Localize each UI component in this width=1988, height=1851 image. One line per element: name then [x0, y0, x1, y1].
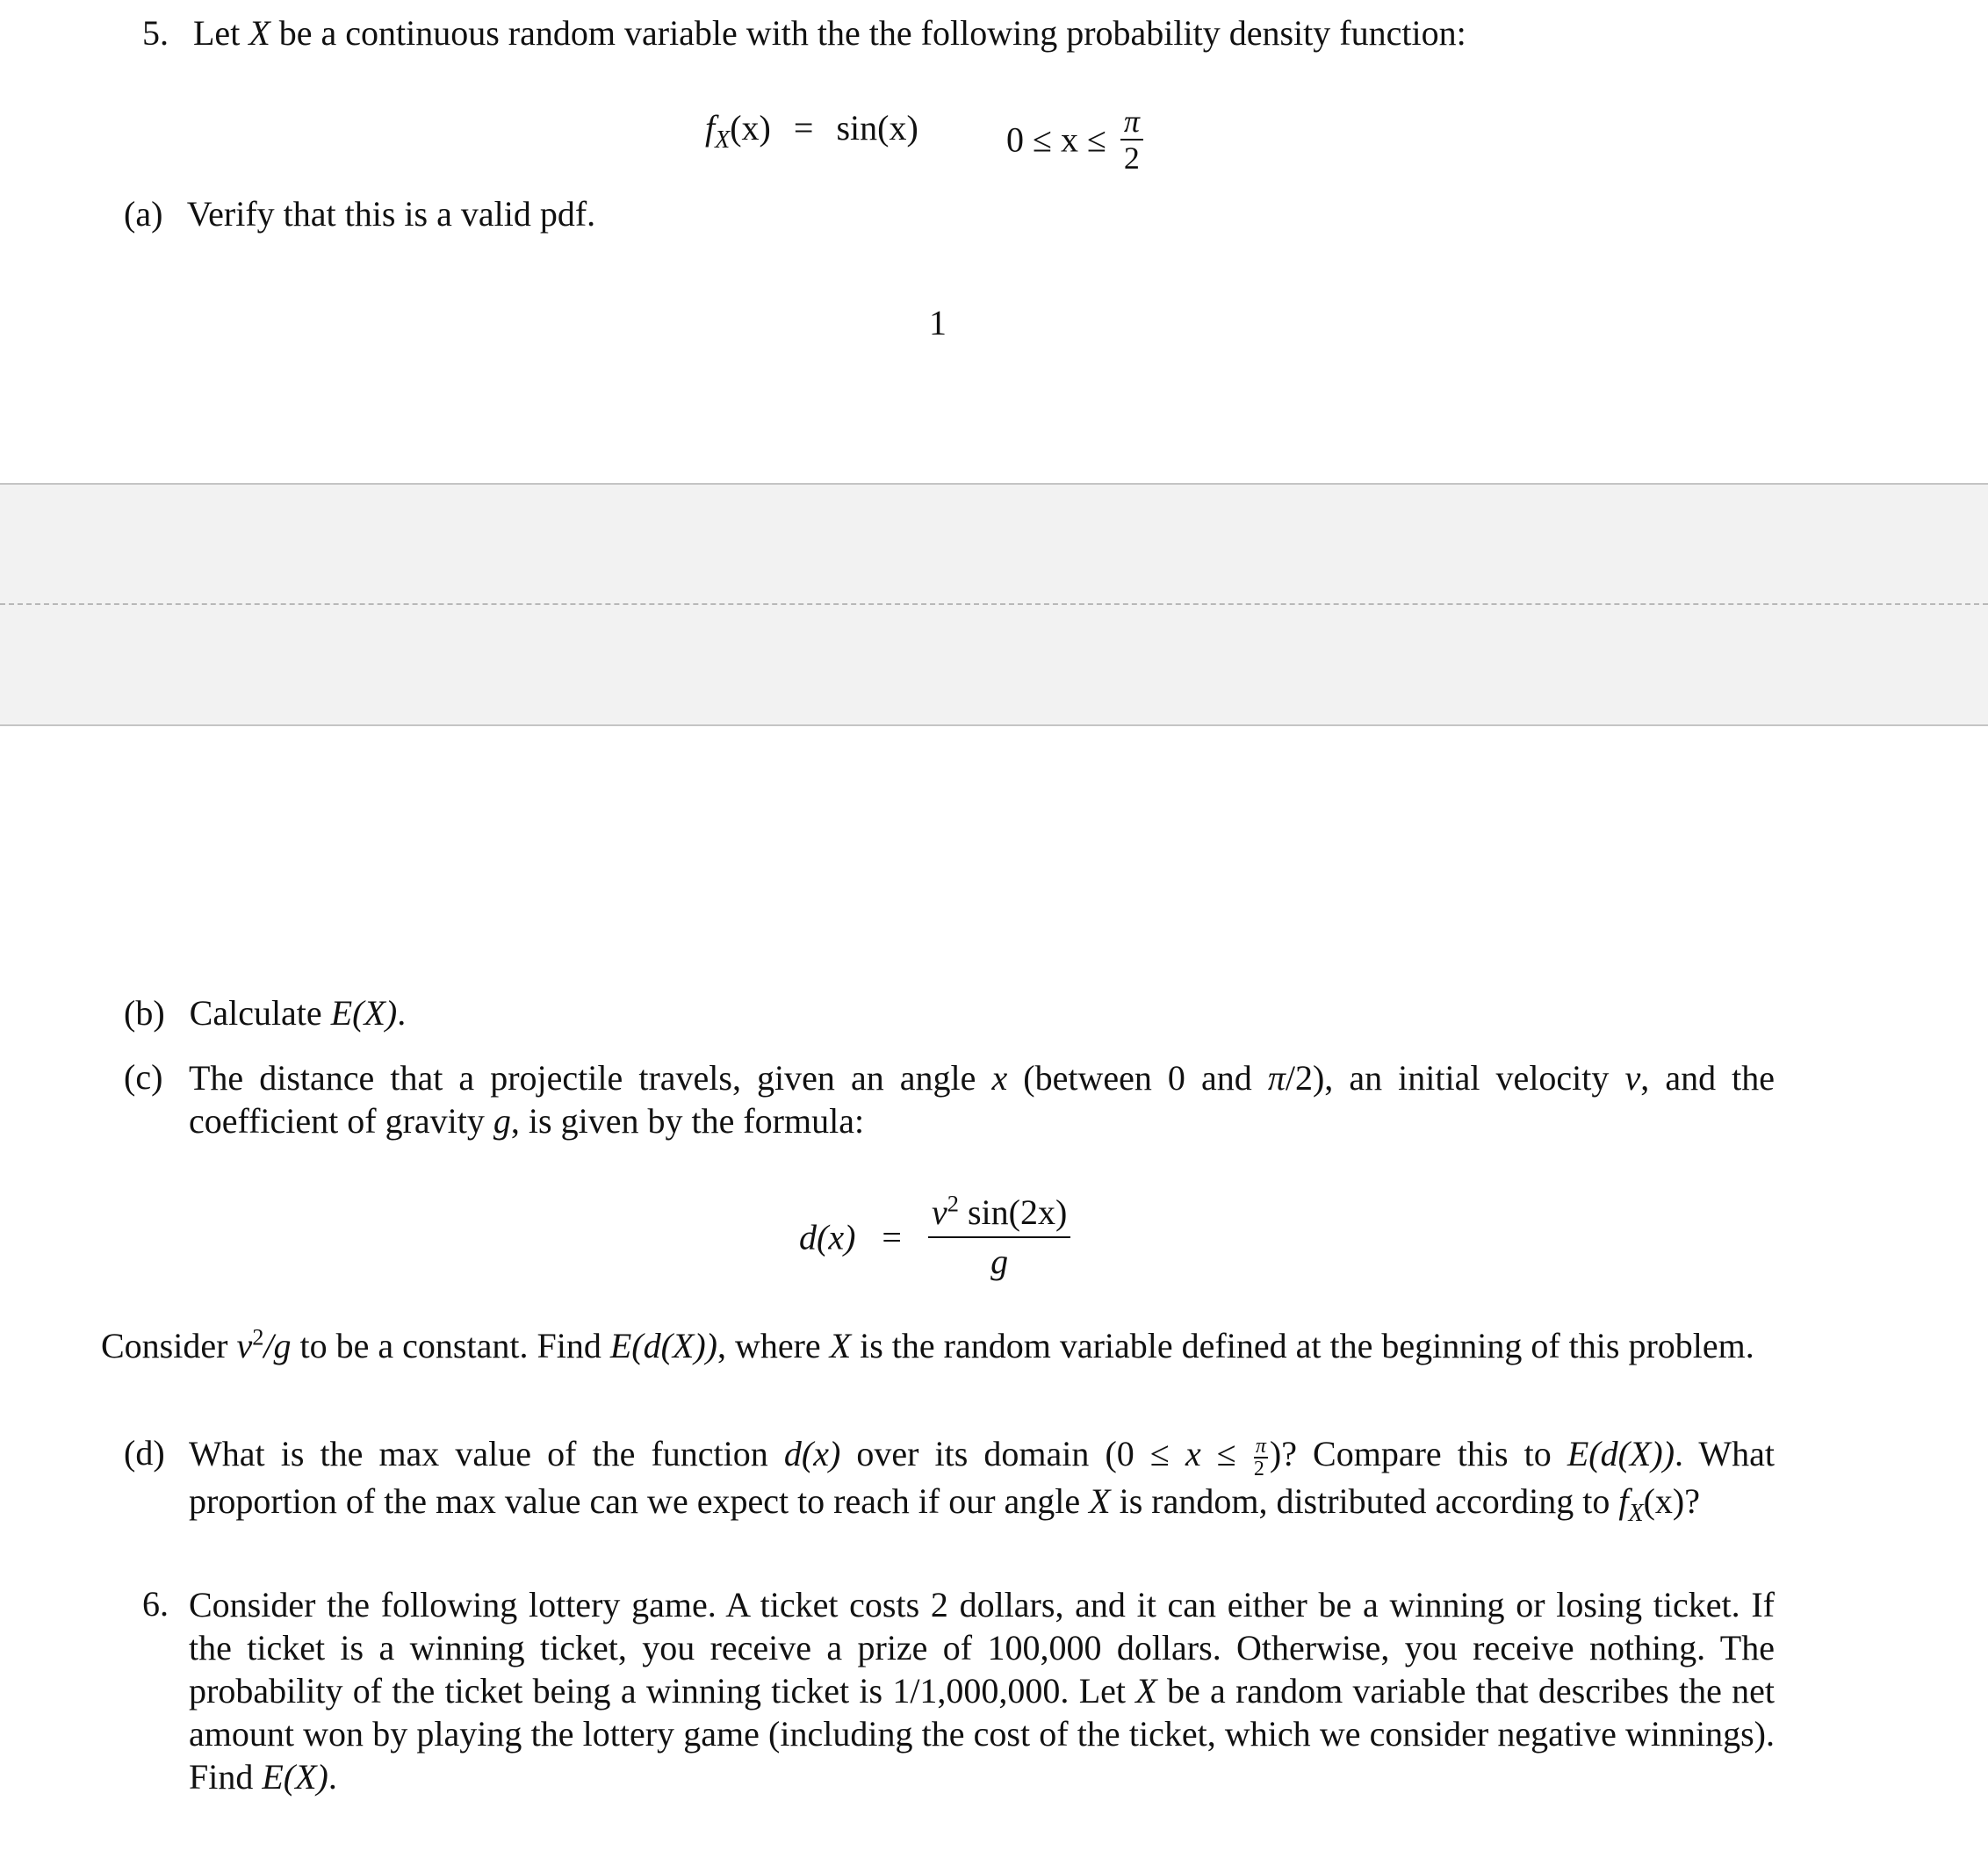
consider-paragraph: [101, 1324, 1775, 1367]
formula-num-exp: 2: [947, 1190, 959, 1217]
part-d-t7: ?: [1684, 1480, 1700, 1521]
pdf-domain-den: 2: [1123, 140, 1140, 176]
consider-t4: is the random variable defined at the beginning of this problem.: [851, 1326, 1754, 1365]
part-d-sub: X: [1628, 1499, 1644, 1527]
part-b-label: (b): [124, 993, 165, 1033]
formula-lhs: d(x): [799, 1217, 856, 1257]
problem-6-t1: Consider the following lottery game. A ticket costs 2 dollars, and it can either be a winning or losing ticket. If the ticket is a winning ticket, you receive a prize of 100,000 dollars. Otherwise, you receive nothing. The probability of the ticket being a winning ticket is 1/1,000,000. Let: [189, 1585, 1775, 1711]
problem-6-t2: be a random variable that describes the net amount won by playing the lottery game (including the cost of the ticket, which we consider negative winnings). Find: [189, 1671, 1775, 1797]
problem-6-text: [189, 1583, 1775, 1798]
part-d-t2: over its domain (0 ≤: [840, 1434, 1185, 1473]
part-a: [124, 193, 595, 234]
pdf-f: f: [705, 108, 716, 148]
part-d-t4: )? Compare this to: [1269, 1434, 1567, 1473]
part-c-t5: , is given by the formula:: [510, 1101, 865, 1141]
part-c-text: [189, 1056, 1775, 1142]
pdf-equals: =: [793, 108, 814, 148]
part-d-dx: d(x): [783, 1434, 841, 1473]
pdf-domain-fraction: [1120, 104, 1143, 176]
pdf-sub-x: X: [715, 126, 731, 154]
problem-5-intro: [142, 12, 1466, 54]
part-d-x: x: [1185, 1434, 1201, 1473]
problem-6-number: 6.: [142, 1584, 169, 1624]
problem-6-t3: .: [328, 1757, 337, 1797]
part-d-X: X: [1089, 1480, 1111, 1521]
part-d-f: f: [1618, 1480, 1629, 1521]
part-a-label: (a): [124, 194, 163, 234]
formula-denominator: g: [990, 1242, 1009, 1281]
part-d-t3: ≤: [1200, 1434, 1252, 1473]
part-c-v: v: [1624, 1058, 1641, 1098]
consider-x: X: [829, 1326, 852, 1365]
part-b: [124, 992, 406, 1034]
distance-formula: [799, 1189, 1070, 1286]
formula-numerator: [928, 1189, 1070, 1238]
part-d-t6: is random, distributed according to: [1110, 1480, 1619, 1521]
answer-a-value: 1: [929, 303, 947, 342]
pdf-domain-left: 0 ≤ x ≤: [1006, 119, 1106, 160]
formula-fraction: [928, 1189, 1070, 1286]
part-b-math: E(X): [330, 993, 398, 1033]
part-d-frac-num: π: [1255, 1434, 1266, 1458]
pdf-equation: [705, 107, 918, 155]
part-d-label: (d): [124, 1433, 165, 1473]
part-d-fraction: [1254, 1436, 1268, 1480]
part-a-text: Verify that this is a valid pdf.: [186, 194, 596, 234]
intro-text-2: be a continuous random variable with the the following probability density function:: [270, 13, 1466, 53]
part-c-g: g: [493, 1101, 511, 1141]
part-d-text: [189, 1432, 1775, 1535]
pdf-rhs: sin(x): [836, 108, 918, 148]
problem-6-ex: E(X): [262, 1757, 328, 1797]
consider-exp: 2: [252, 1323, 264, 1350]
problem-6-x: X: [1135, 1671, 1157, 1711]
answer-a: [929, 302, 947, 343]
part-d-arg: (x): [1643, 1480, 1685, 1521]
consider-v: v: [236, 1326, 253, 1365]
part-d-frac-den: 2: [1253, 1457, 1264, 1480]
part-d-t5: . What proportion of the max value can we expect to reach if our angle: [189, 1434, 1776, 1521]
consider-edx: E(d(X)): [609, 1326, 717, 1365]
intro-text-1: Let: [193, 13, 249, 53]
part-c-label: (c): [124, 1057, 163, 1097]
part-d-edx: E(d(X)): [1567, 1434, 1675, 1473]
formula-equals: =: [882, 1217, 902, 1257]
part-c-t2: (between 0 and: [1007, 1058, 1268, 1098]
part-c-t3: /2), an initial velocity: [1285, 1058, 1625, 1098]
part-c-t4: , and the coefficient of gravity: [189, 1058, 1775, 1141]
formula-num-v: v: [931, 1192, 947, 1232]
part-b-text: Calculate: [189, 993, 331, 1033]
consider-g: /g: [263, 1326, 292, 1365]
pdf-arg: (x): [730, 108, 771, 148]
part-c-t1: The distance that a projectile travels, given an angle: [189, 1058, 992, 1098]
answer-area-divider: [0, 603, 1988, 605]
pdf-domain: [1006, 104, 1143, 176]
part-d-t1: What is the max value of the function: [189, 1434, 784, 1473]
pdf-domain-num: π: [1120, 104, 1143, 140]
part-b-period: .: [397, 993, 407, 1033]
intro-var-x: X: [248, 13, 270, 53]
part-c-pi: π: [1267, 1058, 1286, 1098]
formula-num-rest: sin(2x): [958, 1192, 1068, 1232]
part-c-x: x: [991, 1058, 1008, 1098]
consider-t1: Consider: [101, 1326, 237, 1365]
consider-t2: to be a constant. Find: [291, 1326, 610, 1365]
consider-t3: , where: [717, 1326, 830, 1365]
problem-5-number: 5.: [142, 13, 169, 53]
